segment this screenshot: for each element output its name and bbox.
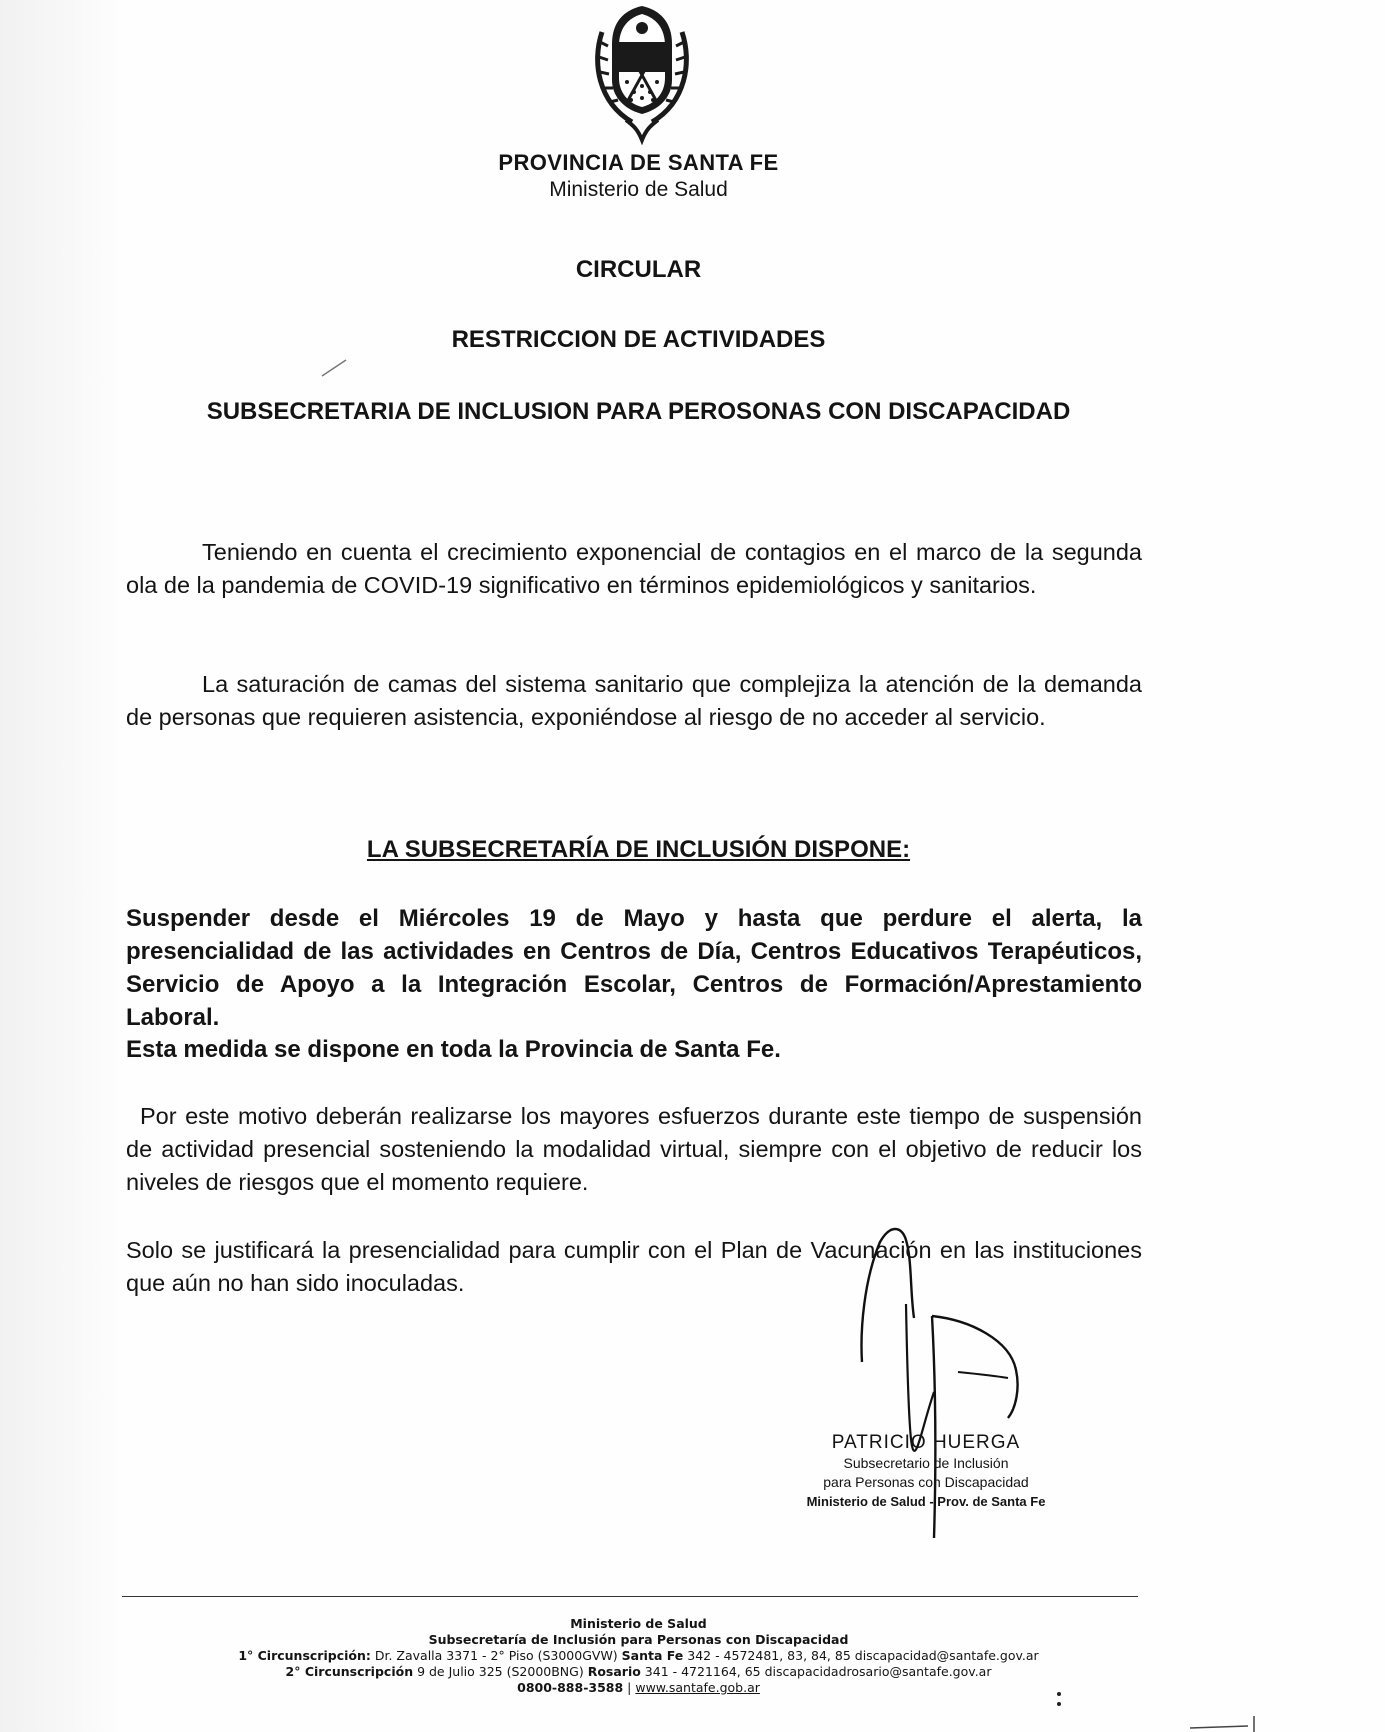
footer-separator: | (623, 1680, 636, 1695)
footer-circ1-contact: 342 - 4572481, 83, 84, 85 discapacidad@santafe.gov.ar (683, 1648, 1039, 1663)
paragraph-suspension: Suspender desde el Miércoles 19 de Mayo y hasta que perdure el alerta, la presencialidad de las actividades en Centros de Día, Centros Educativos Terapéuticos, Servicio de Apoyo a la Integración Escolar, Centros de Formación/Aprestamiento Laboral. (126, 905, 1142, 1031)
signer-title-cont: para Personas con Discapacidad (823, 1474, 1029, 1490)
footer-office: Subsecretaría de Inclusión para Personas con Discapacidad (428, 1632, 849, 1647)
signer-ministry: Ministerio de Salud - Prov. de Santa Fe (806, 1494, 1046, 1509)
footer-website-link[interactable]: www.santafe.gob.ar (635, 1680, 760, 1695)
signer-name: PATRICIO HUERGA (831, 1432, 1021, 1453)
footer-circ1-address: Dr. Zavalla 3371 - 2° Piso (S3000GVW) (370, 1648, 622, 1663)
footer-divider (122, 1596, 1138, 1597)
footer-contact-line (0, 1680, 1277, 1696)
scan-speck-marks (1055, 1690, 1063, 1710)
disposition-heading: LA SUBSECRETARÍA DE INCLUSIÓN DISPONE: (366, 836, 911, 863)
footer-circunscripcion-1 (0, 1648, 1277, 1664)
paragraph-saturation: La saturación de camas del sistema sanitario que complejiza la atención de la demanda de personas que requieren asistencia, exponiéndose al riesgo de no acceder al servicio. (126, 671, 1142, 730)
pen-stroke-mark (318, 356, 350, 380)
province-name: PROVINCIA DE SANTA FE (498, 150, 779, 175)
paragraph-virtual-mode: Por este motivo deberán realizarse los mayores esfuerzos durante este tiempo de suspensión de actividad presencial sosteniendo la modalidad virtual, siempre con el objetivo de reducir los niveles de riesgos que el momento requiere. (126, 1103, 1142, 1195)
scan-corner-mark (1188, 1712, 1268, 1732)
santa-fe-coat-of-arms-seal (582, 2, 702, 148)
footer-circ2-city: Rosario (587, 1664, 641, 1679)
footer-circ2-label: 2° Circunscripción (285, 1664, 414, 1679)
document-title: CIRCULAR (575, 256, 702, 283)
ministry-name: Ministerio de Salud (549, 178, 728, 201)
paragraph-context: Teniendo en cuenta el crecimiento exponencial de contagios en el marco de la segunda ola de la pandemia de COVID-19 significativo en términos epidemiológicos y sanitarios. (126, 539, 1142, 598)
signer-block (806, 1432, 1046, 1511)
paragraph-vaccination: Solo se justificará la presencialidad para cumplir con el Plan de Vacunación en las instituciones que aún no han sido inoculadas. (126, 1237, 1142, 1296)
footer-circ2-address: 9 de Julio 325 (S2000BNG) (413, 1664, 588, 1679)
document-subject: RESTRICCION DE ACTIVIDADES (451, 326, 826, 353)
footer-phone: 0800-888-3588 (517, 1680, 624, 1695)
footer-circ1-label: 1° Circunscripción: (238, 1648, 371, 1663)
issuing-office: SUBSECRETARIA DE INCLUSION PARA PEROSONAS CON DISCAPACIDAD (206, 398, 1071, 425)
paragraph-scope: Esta medida se dispone en toda la Provincia de Santa Fe. (126, 1036, 781, 1063)
footer-circunscripcion-2 (0, 1664, 1277, 1680)
signer-title: Subsecretario de Inclusión (843, 1455, 1009, 1471)
footer-ministry: Ministerio de Salud (570, 1616, 707, 1631)
footer-circ1-city: Santa Fe (621, 1648, 684, 1663)
footer-circ2-contact: 341 - 4721164, 65 discapacidadrosario@santafe.gov.ar (640, 1664, 992, 1679)
